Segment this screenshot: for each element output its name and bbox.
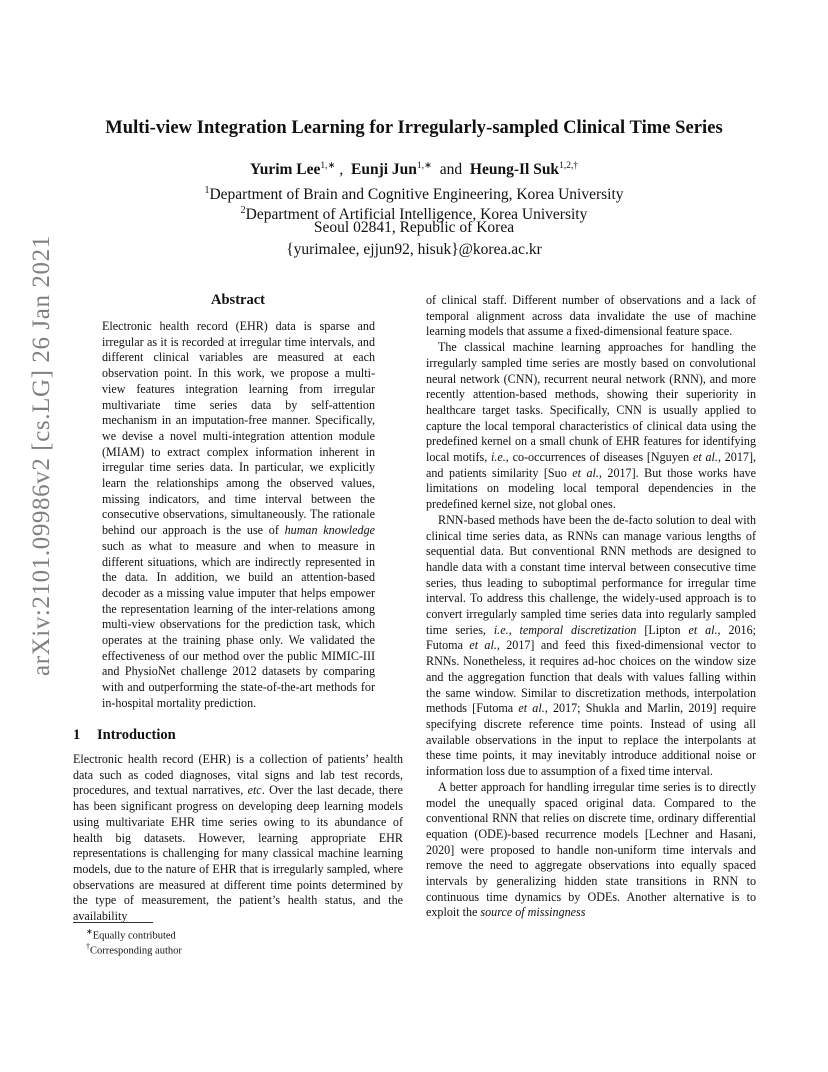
body-paragraph <box>426 780 756 921</box>
emphasis-text: et al. <box>518 701 545 716</box>
emphasis-text: human knowledge <box>284 523 375 538</box>
text-run: , 2017; Shukla and Marlin, 2019] require specifying discrete reference time points. Instead of using all available observations in the input to replace the interpolants at these time points, it may inevitably introduce additional noise or information loss due to assumption of a fixed time interval. <box>426 701 756 779</box>
affiliation-mark: 2 <box>240 205 246 216</box>
text-run: , 2017], and patients similarity [Suo <box>426 450 756 480</box>
affiliation-text: Department of Artificial Intelligence, Korea University <box>245 206 588 224</box>
footnote-2 <box>86 940 182 959</box>
emphasis-text: et al. <box>688 622 718 637</box>
author-emails: {yurimalee, ejjun92, hisuk}@korea.ac.kr <box>286 241 542 258</box>
right-column-body <box>426 293 756 921</box>
author-list <box>0 160 828 179</box>
paper-title: Multi-view Integration Learning for Irregularly-sampled Clinical Time Series <box>105 118 723 138</box>
footnote-rule <box>73 922 153 923</box>
footnote-text: Corresponding author <box>90 945 182 957</box>
footnote-text: Equally contributed <box>92 930 176 942</box>
author-affiliation-mark: 1,∗ <box>320 161 336 171</box>
emphasis-text: i.e. <box>491 450 506 465</box>
body-paragraph <box>73 752 403 925</box>
author-name: Yurim Lee <box>249 161 321 179</box>
emphasis-text: et al. <box>469 638 497 653</box>
text-run: [Lipton <box>636 622 689 637</box>
abstract-body <box>102 319 375 712</box>
text-run: . Over the last decade, there has been significant progress on developing deep learning models using multivariate EHR time series owing to its abundance of health big datasets. However, learning appropriate EHR representations is challenging for many classical machine learning models, due to the nature of EHR that is irregularly sampled, where observations are measured at different time points determined by the type of measurement, the patient’s health status, and the availability <box>73 783 403 924</box>
author-name: Heung-Il Suk <box>469 161 560 179</box>
text-run: A better approach for handling irregular time series is to directly model the unequally spaced original data. Compared to the conventional RNN that relies on discrete time, ordinary differential equation (ODE)-based recurrence models [Lechner and Hasani, 2020] were proposed to handle non-uniform time intervals and remove the need to aggregate observations into equally spaced intervals by generalizing hidden state transitions in RNN to continuous time dynamics by ODEs. Another alternative is to exploit the <box>426 779 756 920</box>
author-separator: , <box>335 161 351 179</box>
author-affiliation-mark: 1,∗ <box>416 161 432 171</box>
body-paragraph: of clinical staff. Different number of observations and a lack of temporal alignment across data invalidate the use of machine learning models that assume a fixed-dimensional feature space. <box>426 293 756 339</box>
text-run: , 2017]. But those works have limitations on modeling local temporal dependencies in the predefined kernel size, not global ones. <box>426 465 757 512</box>
author-name: Eunji Jun <box>350 161 417 179</box>
arxiv-identifier: arXiv:2101.09986v2 [cs.LG] 26 Jan 2021 <box>28 235 55 676</box>
emphasis-text: et al. <box>572 465 599 480</box>
text-run: RNN-based methods have been the de-facto solution to deal with clinical time series data, as RNNs can manage various lengths of sequential data. But conventional RNN methods are designed to handle data with a constant time interval between consecutive time series, thus leading to suboptimal performance for irregular time interval. To address this challenge, the widely-used approach is to convert irregularly sampled time series data into regularly sampled time series, <box>426 512 756 637</box>
abstract-paragraph <box>102 319 375 712</box>
emphasis-text: source of missingness <box>480 905 586 920</box>
text-run: Electronic health record (EHR) data is sparse and irregular as it is recorded at irregular time intervals, and different clinical variables are measured at each observation point. In this work, we propose a multi-view features integration learning from irregular multivariate time series data by self-attention mechanism in an imputation-free manner. Specifically, we devise a novel multi-integration attention module (MIAM) to extract complex information inherent in irregular time series data. In particular, we explicitly learn the relationships among the observed values, missing indicators, and time interval between the consecutive observations, simultaneously. The rationale behind our approach is the use of <box>102 319 375 538</box>
emphasis-text: etc <box>247 783 262 798</box>
affiliation-location: Seoul 02841, Republic of Korea <box>313 219 515 236</box>
emphasis-text: i.e. <box>493 622 509 637</box>
section-heading-introduction <box>73 727 176 744</box>
body-paragraph <box>426 513 756 780</box>
affiliation-text: Department of Brain and Cognitive Engineering, Korea University <box>209 186 624 204</box>
footnote-mark: ∗ <box>86 927 93 936</box>
affiliation-1 <box>0 182 828 204</box>
introduction-body <box>73 752 403 925</box>
text-run: , <box>508 622 520 637</box>
text-run: , 2017] and feed this fixed-dimensional vector to RNNs. Nonetheless, it requires ad-hoc choices on the window size and the aggregation function that deals with values falling within the same window. Similar to discretization methods, interpolation methods [Futoma <box>426 638 757 716</box>
body-paragraph <box>426 340 756 513</box>
author-separator: and <box>432 161 470 179</box>
emphasis-text: et al. <box>692 450 718 465</box>
text-run: Electronic health record (EHR) is a collection of patients’ health data such as coded diagnoses, vital signs and lab test records, procedures, and textual narratives, <box>73 752 403 798</box>
text-run: The classical machine learning approaches for handling the irregularly sampled time series are mostly based on convolutional neural network (CNN), recurrent neural network (RNN), and more recently attention-based methods, showing their superiority in healthcare target tasks. Specifically, CNN is usually applied to capture the local temporal characteristics of clinical data using the predefined kernel on a small chunk of EHR features for identifying local motifs, <box>426 340 756 465</box>
text-run: , co-occurrences of diseases [Nguyen <box>505 450 693 465</box>
abstract-heading: Abstract <box>211 292 265 308</box>
text-run: , 2016; Futoma <box>426 622 756 653</box>
section-number: 1 <box>73 727 81 743</box>
section-title: Introduction <box>97 727 176 743</box>
affiliation-mark: 1 <box>204 185 210 196</box>
text-run: such as what to measure and when to measure in different situations, which are indirectly represented in the data. In addition, we build an attention-based decoder as a missing value imputer that helps empower the representation learning of the inter-relations among multi-view observations for the prediction task, which operates at the training phase only. We validated the effectiveness of our method over the public MIMIC-III and PhysioNet challenge 2012 datasets by comparing with and outperforming the state-of-the-art methods for in-hospital mortality prediction. <box>102 538 375 710</box>
author-affiliation-mark: 1,2,† <box>559 161 579 171</box>
footnote-mark: † <box>86 942 90 951</box>
emphasis-text: temporal discretization <box>519 622 637 637</box>
